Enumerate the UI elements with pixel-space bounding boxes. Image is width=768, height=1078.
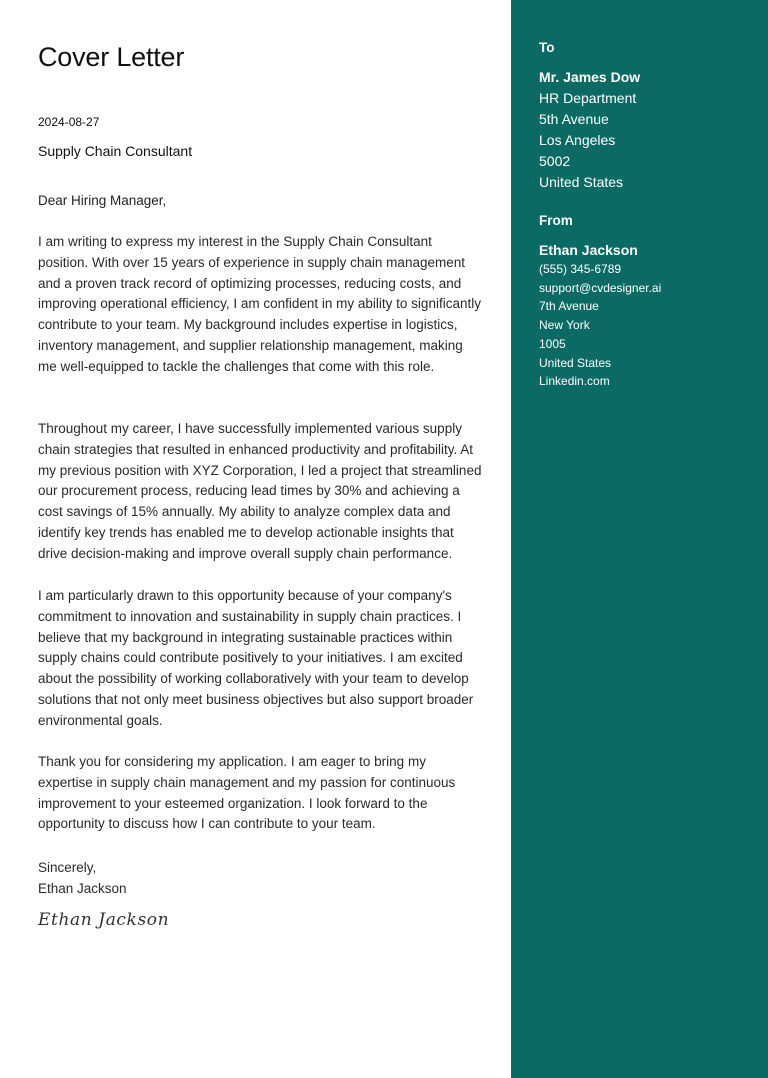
closing-block: [38, 858, 127, 900]
letter-date: 2024-08-27: [38, 115, 100, 129]
recipient-label: To: [539, 40, 555, 55]
recipient-country: United States: [539, 173, 624, 190]
recipient-postcode: 5002: [539, 152, 571, 169]
position-title: Supply Chain Consultant: [38, 143, 193, 159]
greeting: Dear Hiring Manager,: [38, 193, 167, 208]
sender-contact: [539, 260, 661, 391]
sender-street: 7th Avenue: [539, 299, 599, 314]
recipient-address: [539, 88, 636, 193]
paragraph-3: I am particularly drawn to this opportunity because of your company's commitment to innovation and sustainability in supply chain practices. I believe that my background in integrating sustainable practices within supply chains could contribute positively to your initiatives. I am excited about the possibility of working collaboratively with your team to develop solutions that not only meet business objectives but also support broader environmental goals.: [38, 588, 474, 728]
sender-email: support@cvdesigner.ai: [539, 280, 662, 295]
paragraph-4: Thank you for considering my application. I am eager to bring my expertise in supply chain management and my passion for continuous improvement to your esteemed organization. I look forward to the opportunity to discuss how I can contribute to your team.: [38, 754, 456, 832]
sender-label: From: [539, 213, 573, 228]
closing-name: Ethan Jackson: [38, 880, 127, 896]
recipient-city: Los Angeles: [539, 131, 616, 148]
sender-linkedin: Linkedin.com: [539, 374, 610, 389]
contact-sidebar: [511, 0, 768, 1078]
recipient-name: Mr. James Dow: [539, 69, 641, 85]
sender-phone: (555) 345-6789: [539, 262, 622, 276]
closing-phrase: Sincerely,: [38, 860, 97, 875]
sender-city: New York: [539, 318, 590, 333]
page-title: Cover Letter: [38, 42, 185, 72]
recipient-street: 5th Avenue: [539, 110, 609, 127]
paragraph-2: Throughout my career, I have successfully implemented various supply chain strategies that resulted in enhanced productivity and profitability. At my previous position with XYZ Corporation, I led a project that streamlined our procurement process, reducing lead times by 30% and achieving a cost savings of 15% annually. My ability to analyze complex data and identify key trends has enabled me to develop actionable insights that drive decision-making and improve overall supply chain performance.: [38, 421, 482, 561]
recipient-department: HR Department: [539, 90, 637, 106]
sender-country: United States: [539, 355, 612, 370]
paragraph-1: I am writing to express my interest in the Supply Chain Consultant position. With over 15 years of experience in supply chain management and a proven track record of optimizing processes, reducing costs, and improving operational efficiency, I am confident in my ability to significantly contribute to your team. My background includes expertise in logistics, inventory management, and supplier relationship management, making me well-equipped to tackle the challenges that come with this role.: [38, 234, 481, 374]
sender-postcode: 1005: [539, 336, 566, 351]
sender-name: Ethan Jackson: [539, 242, 638, 258]
handwritten-signature: Ethan Jackson: [38, 910, 170, 930]
